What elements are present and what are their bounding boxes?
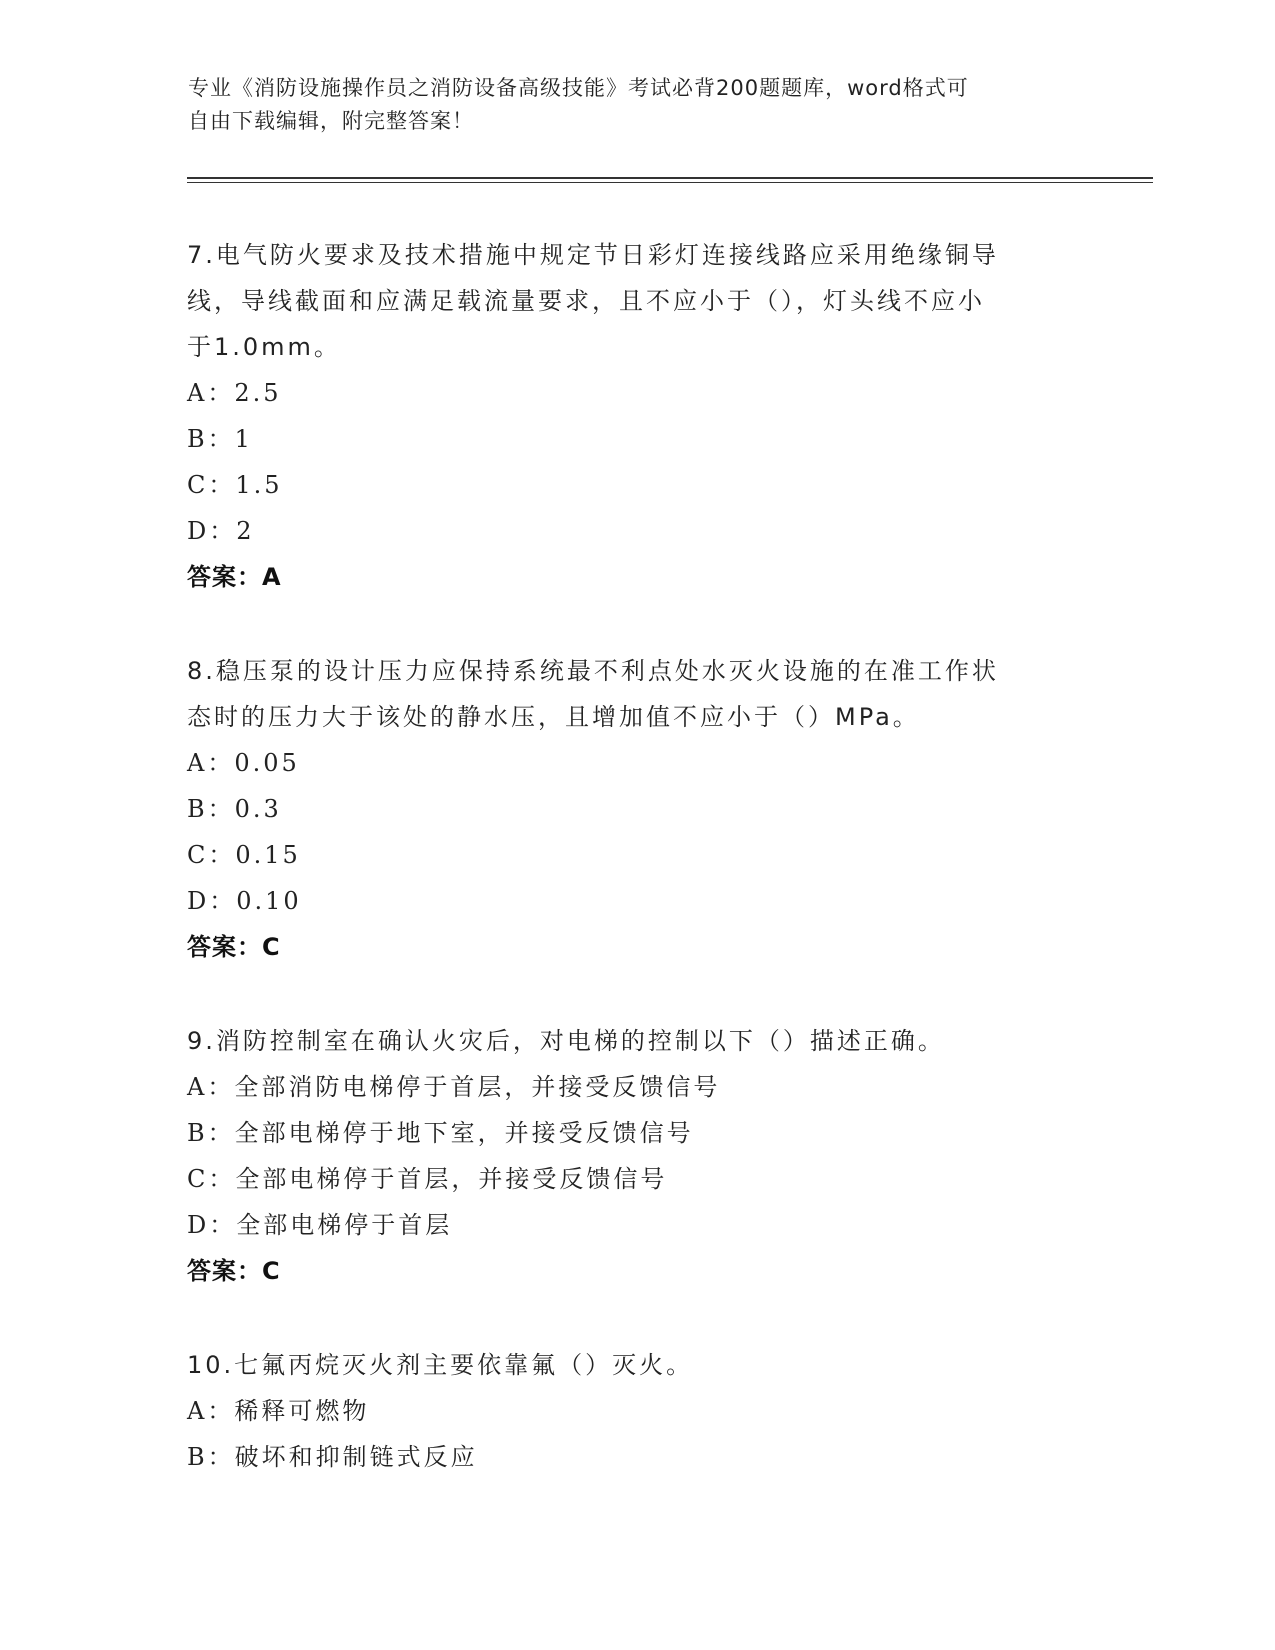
option-text: 1 [234,425,253,453]
header-divider-thin [187,182,1153,183]
question-spacer [187,1294,1087,1342]
option-label: B： [187,1119,235,1147]
option-text: 2 [236,517,255,545]
option-b [187,1110,1087,1156]
option-a [187,370,1087,416]
stem-line: 线，导线截面和应满足载流量要求，且不应小于（），灯头线不应小 [187,287,985,315]
option-text: 稀释可燃物 [234,1397,370,1425]
document-header [188,72,1068,138]
option-label: D： [187,887,237,915]
option-label: C： [187,1165,236,1193]
option-text: 0.05 [234,749,300,777]
option-text: 全部消防电梯停于首层，并接受反馈信号 [234,1073,721,1101]
option-label: C： [187,471,236,499]
option-text: 0.10 [236,887,302,915]
option-text: 2.5 [234,379,282,407]
option-label: D： [187,517,237,545]
question-8 [187,648,1087,970]
stem-line: 于1.0mm。 [187,333,341,361]
option-label: A： [187,749,235,777]
option-text: 1.5 [235,471,283,499]
header-line-2: 自由下载编辑，附完整答案！ [188,109,474,133]
option-text: 全部电梯停于首层，并接受反馈信号 [235,1165,668,1193]
question-10 [187,1342,1087,1480]
option-text: 破坏和抑制链式反应 [234,1443,478,1471]
option-text: 0.3 [234,795,282,823]
question-stem [187,1342,1087,1388]
option-label: D： [187,1211,237,1239]
question-list [187,232,1087,1480]
option-label: A： [187,1073,235,1101]
option-a [187,1388,1087,1434]
option-label: C： [187,841,236,869]
header-divider-thick [187,177,1153,179]
stem-line: 7.电气防火要求及技术措施中规定节日彩灯连接线路应采用绝缘铜导 [187,241,999,269]
stem-line: 10.七氟丙烷灭火剂主要依靠氟（）灭火。 [187,1351,694,1379]
option-label: A： [187,1397,235,1425]
option-d [187,878,1087,924]
option-label: A： [187,379,235,407]
stem-line: 9.消防控制室在确认火灾后，对电梯的控制以下（）描述正确。 [187,1027,945,1055]
option-b [187,786,1087,832]
option-b [187,1434,1087,1480]
option-d [187,508,1087,554]
option-c [187,832,1087,878]
option-c [187,462,1087,508]
option-text: 全部电梯停于地下室，并接受反馈信号 [234,1119,694,1147]
option-a [187,740,1087,786]
question-stem [187,1018,1087,1064]
question-spacer [187,600,1087,648]
option-label: B： [187,795,235,823]
option-text: 全部电梯停于首层 [236,1211,453,1239]
option-label: B： [187,1443,235,1471]
answer-line: 答案：A [187,563,282,591]
option-b [187,416,1087,462]
option-label: B： [187,425,235,453]
question-9 [187,1018,1087,1294]
question-stem [187,232,1087,370]
option-text: 0.15 [235,841,301,869]
answer-line: 答案：C [187,1257,281,1285]
question-stem [187,648,1087,740]
option-d [187,1202,1087,1248]
question-7 [187,232,1087,600]
option-c [187,1156,1087,1202]
question-spacer [187,970,1087,1018]
stem-line: 8.稳压泵的设计压力应保持系统最不利点处水灭火设施的在准工作状 [187,657,999,685]
stem-line: 态时的压力大于该处的静水压，且增加值不应小于（）MPa。 [187,703,920,731]
answer-line: 答案：C [187,933,281,961]
header-line-1: 专业《消防设施操作员之消防设备高级技能》考试必背200题题库，word格式可 [188,76,969,100]
option-a [187,1064,1087,1110]
